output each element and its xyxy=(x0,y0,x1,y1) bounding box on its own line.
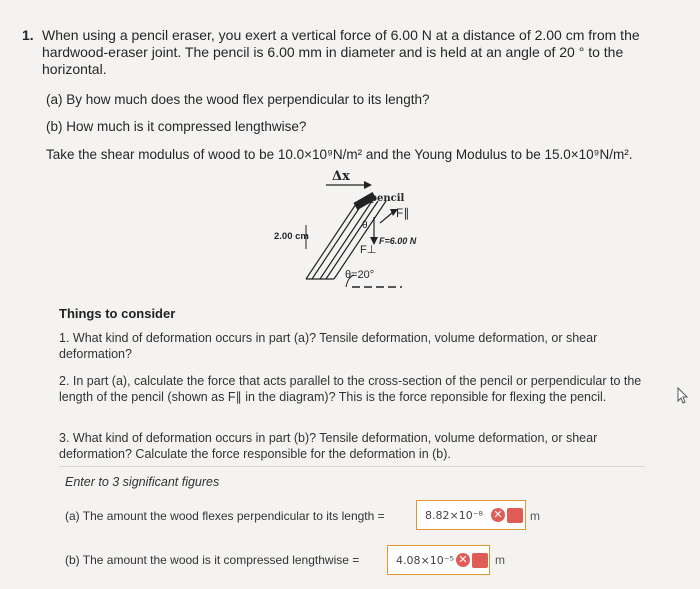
hint-key-icon[interactable] xyxy=(507,508,523,523)
question-line-3: horizontal. xyxy=(42,61,107,77)
moduli-text: Take the shear modulus of wood to be 10.0×10⁹N/m² and the Young Modulus to be 15.0×10⁹N/m². xyxy=(46,147,633,162)
part-b-question: (b) How much is it compressed lengthwise? xyxy=(46,119,307,134)
hint-item-3: 3. What kind of deformation occurs in part (b)? Tensile deformation, volume deformation, or shear deformation? Calculate the force responsible for the deformation in (b). xyxy=(59,431,598,461)
hint-key-icon[interactable] xyxy=(472,553,488,568)
instruction-text: Enter to 3 significant figures xyxy=(65,475,220,489)
answer-b-field[interactable] xyxy=(387,545,490,575)
answer-b-label: (b) The amount the wood is it compressed lengthwise = xyxy=(65,553,360,567)
hints-title: Things to consider xyxy=(59,306,176,321)
force-label: F=6.00 N xyxy=(379,236,417,246)
incorrect-x-icon: ✕ xyxy=(491,508,505,522)
answer-a-field[interactable] xyxy=(416,500,526,530)
f-perp-label: F⊥ xyxy=(360,244,377,256)
question-line-2: hardwood-eraser joint. The pencil is 6.00 mm in diameter and is held at an angle of 20 ° to the xyxy=(42,44,624,60)
angle-label: θ=20° xyxy=(345,269,375,281)
pencil-diagram xyxy=(262,165,422,293)
answer-b-unit: m xyxy=(495,553,505,567)
delta-x-label: Δx xyxy=(332,169,350,184)
question-line-1: When using a pencil eraser, you exert a vertical force of 6.00 N at a distance of 2.00 cm from the xyxy=(42,27,640,43)
hint-item-1: 1. What kind of deformation occurs in part (a)? Tensile deformation, volume deformation, or shear deformation? xyxy=(59,331,598,361)
hint-item-2: 2. In part (a), calculate the force that acts parallel to the cross-section of the pencil or perpendicular to the length of the pencil (shown as F∥ in the diagram)? This is the force reponsible for flexing the pencil. xyxy=(59,374,642,404)
answer-a-label: (a) The amount the wood flexes perpendicular to its length = xyxy=(65,509,385,523)
incorrect-x-icon: ✕ xyxy=(456,553,470,567)
pencil-label: pencil xyxy=(370,193,405,204)
cursor-icon xyxy=(676,386,690,406)
f-parallel-label: F∥ xyxy=(396,206,410,220)
theta-label: θ xyxy=(362,220,368,231)
answer-a-value: 8.82×10⁻⁸ xyxy=(425,509,483,522)
divider xyxy=(59,466,645,467)
answer-b-value: 4.08×10⁻⁵ xyxy=(396,554,454,567)
distance-label: 2.00 cm xyxy=(274,231,309,242)
part-a-question: (a) By how much does the wood flex perpendicular to its length? xyxy=(46,92,430,107)
answer-a-unit: m xyxy=(530,509,540,523)
question-number: 1. xyxy=(22,27,34,43)
